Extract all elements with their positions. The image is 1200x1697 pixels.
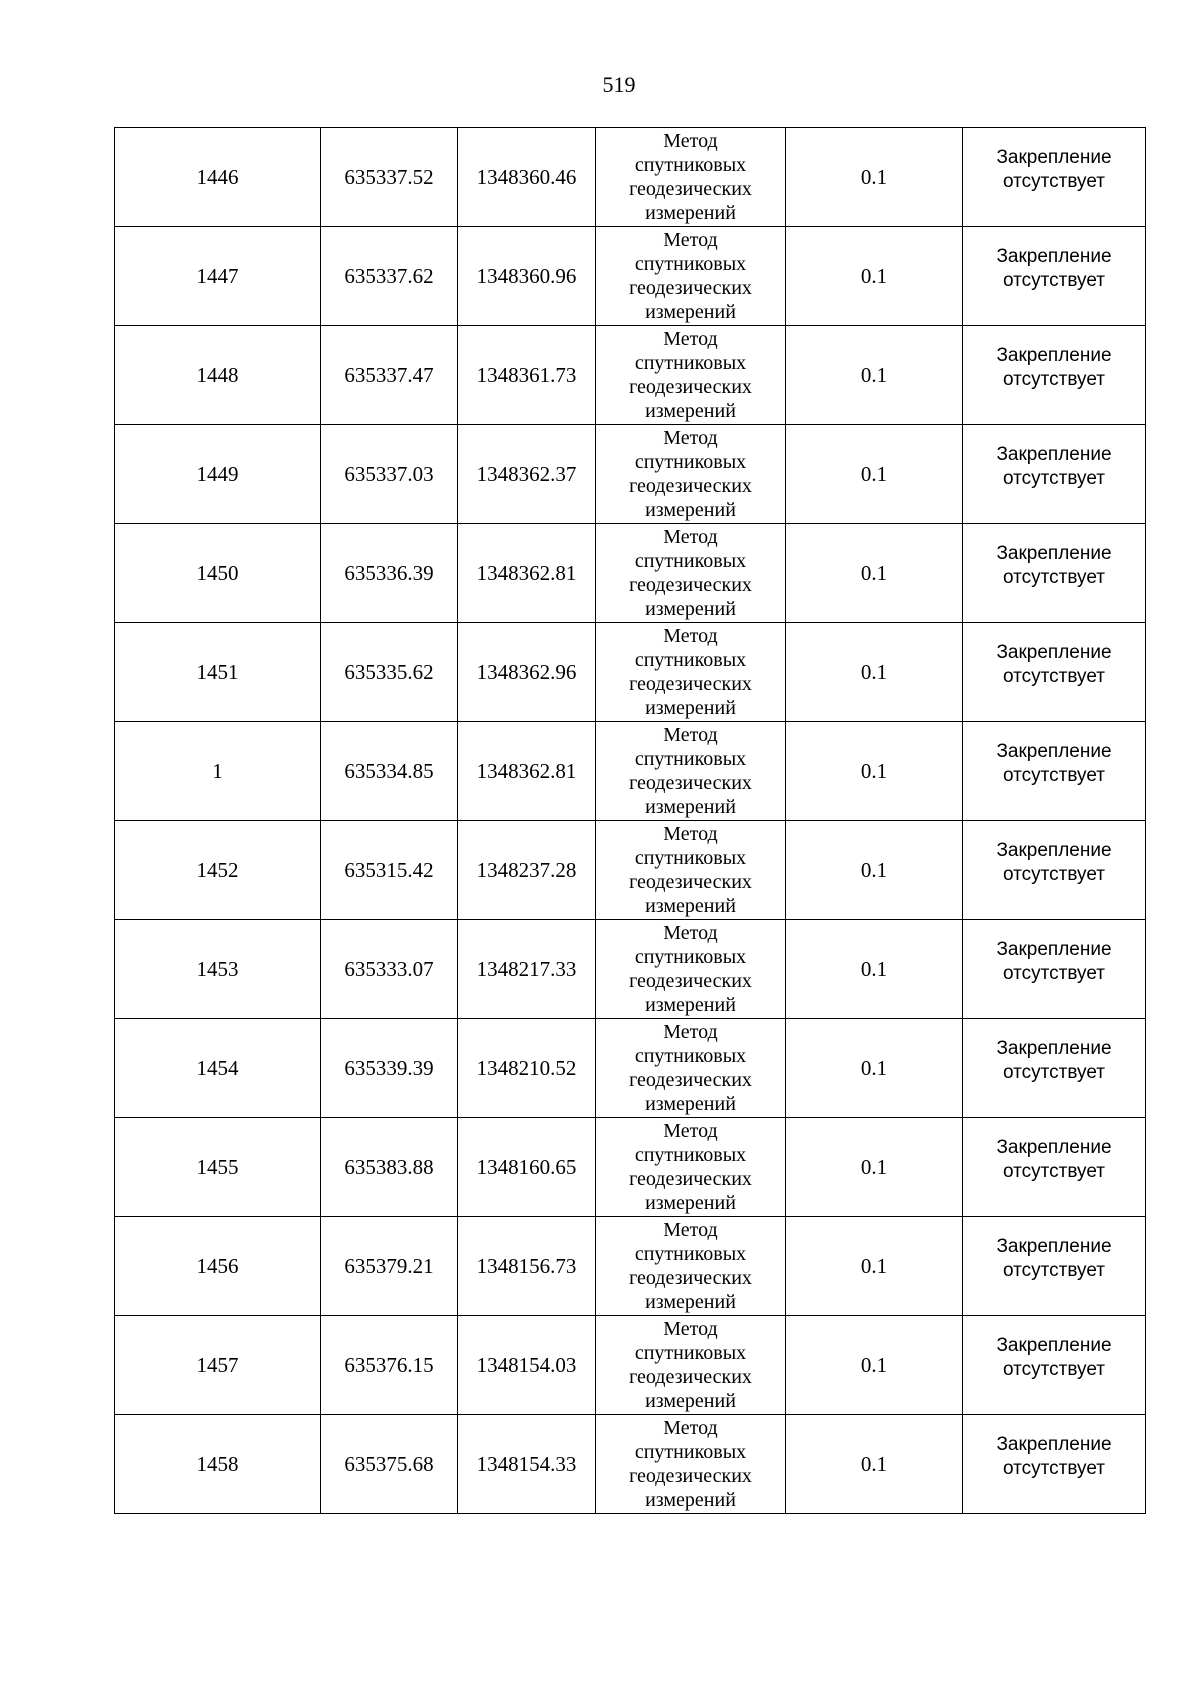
- table-row: [115, 821, 1146, 920]
- method-text: Метод спутниковых геодезических измерений: [629, 427, 752, 521]
- y-coordinate: 1348362.96: [458, 623, 596, 722]
- y-coordinate: 1348160.65: [458, 1118, 596, 1217]
- point-number: 1458: [115, 1415, 321, 1514]
- x-coordinate: 635339.39: [321, 1019, 458, 1118]
- table-row: [115, 722, 1146, 821]
- point-number: 1446: [115, 128, 321, 227]
- x-coordinate: 635337.03: [321, 425, 458, 524]
- method-cell: [596, 326, 786, 425]
- point-number: 1449: [115, 425, 321, 524]
- fixation-cell: [963, 524, 1146, 623]
- method-cell: [596, 1415, 786, 1514]
- fixation-cell: [963, 1316, 1146, 1415]
- accuracy: 0.1: [786, 821, 963, 920]
- method-text: Метод спутниковых геодезических измерений: [629, 526, 752, 620]
- point-number: 1456: [115, 1217, 321, 1316]
- method-cell: [596, 1019, 786, 1118]
- method-cell: [596, 821, 786, 920]
- y-coordinate: 1348237.28: [458, 821, 596, 920]
- method-cell: [596, 425, 786, 524]
- x-coordinate: 635337.47: [321, 326, 458, 425]
- table-row: [115, 1118, 1146, 1217]
- y-coordinate: 1348154.03: [458, 1316, 596, 1415]
- accuracy: 0.1: [786, 1415, 963, 1514]
- fixation-text: Закрепление отсутствует: [996, 939, 1112, 984]
- fixation-text: Закрепление отсутствует: [996, 1434, 1112, 1479]
- fixation-cell: [963, 425, 1146, 524]
- fixation-text: Закрепление отсутствует: [996, 543, 1112, 588]
- method-cell: [596, 524, 786, 623]
- accuracy: 0.1: [786, 326, 963, 425]
- method-text: Метод спутниковых геодезических измерений: [629, 1219, 752, 1313]
- y-coordinate: 1348154.33: [458, 1415, 596, 1514]
- method-cell: [596, 1118, 786, 1217]
- point-number: 1455: [115, 1118, 321, 1217]
- x-coordinate: 635315.42: [321, 821, 458, 920]
- accuracy: 0.1: [786, 1118, 963, 1217]
- y-coordinate: 1348362.81: [458, 722, 596, 821]
- accuracy: 0.1: [786, 425, 963, 524]
- method-text: Метод спутниковых геодезических измерений: [629, 1417, 752, 1511]
- y-coordinate: 1348360.96: [458, 227, 596, 326]
- accuracy: 0.1: [786, 524, 963, 623]
- accuracy: 0.1: [786, 623, 963, 722]
- x-coordinate: 635376.15: [321, 1316, 458, 1415]
- x-coordinate: 635337.62: [321, 227, 458, 326]
- accuracy: 0.1: [786, 722, 963, 821]
- method-cell: [596, 722, 786, 821]
- x-coordinate: 635335.62: [321, 623, 458, 722]
- method-text: Метод спутниковых геодезических измерений: [629, 328, 752, 422]
- point-number: 1450: [115, 524, 321, 623]
- method-cell: [596, 1316, 786, 1415]
- method-text: Метод спутниковых геодезических измерений: [629, 922, 752, 1016]
- fixation-text: Закрепление отсутствует: [996, 642, 1112, 687]
- table-row: [115, 920, 1146, 1019]
- method-cell: [596, 920, 786, 1019]
- method-text: Метод спутниковых геодезических измерений: [629, 1120, 752, 1214]
- fixation-cell: [963, 1415, 1146, 1514]
- fixation-cell: [963, 326, 1146, 425]
- y-coordinate: 1348361.73: [458, 326, 596, 425]
- x-coordinate: 635383.88: [321, 1118, 458, 1217]
- fixation-cell: [963, 722, 1146, 821]
- accuracy: 0.1: [786, 920, 963, 1019]
- y-coordinate: 1348360.46: [458, 128, 596, 227]
- accuracy: 0.1: [786, 1019, 963, 1118]
- table-row: [115, 425, 1146, 524]
- table-row: [115, 1316, 1146, 1415]
- accuracy: 0.1: [786, 128, 963, 227]
- fixation-cell: [963, 128, 1146, 227]
- point-number: 1452: [115, 821, 321, 920]
- fixation-text: Закрепление отсутствует: [996, 444, 1112, 489]
- point-number: 1454: [115, 1019, 321, 1118]
- y-coordinate: 1348362.37: [458, 425, 596, 524]
- y-coordinate: 1348362.81: [458, 524, 596, 623]
- point-number: 1448: [115, 326, 321, 425]
- method-cell: [596, 1217, 786, 1316]
- method-cell: [596, 227, 786, 326]
- point-number: 1447: [115, 227, 321, 326]
- fixation-cell: [963, 1217, 1146, 1316]
- table-row: [115, 1415, 1146, 1514]
- x-coordinate: 635333.07: [321, 920, 458, 1019]
- method-text: Метод спутниковых геодезических измерений: [629, 724, 752, 818]
- x-coordinate: 635334.85: [321, 722, 458, 821]
- fixation-text: Закрепление отсутствует: [996, 1038, 1112, 1083]
- y-coordinate: 1348217.33: [458, 920, 596, 1019]
- fixation-text: Закрепление отсутствует: [996, 1236, 1112, 1281]
- method-text: Метод спутниковых геодезических измерений: [629, 130, 752, 224]
- coordinates-table: [114, 127, 1146, 1514]
- y-coordinate: 1348210.52: [458, 1019, 596, 1118]
- method-text: Метод спутниковых геодезических измерений: [629, 625, 752, 719]
- method-text: Метод спутниковых геодезических измерений: [629, 1318, 752, 1412]
- table-row: [115, 1217, 1146, 1316]
- fixation-text: Закрепление отсутствует: [996, 741, 1112, 786]
- method-text: Метод спутниковых геодезических измерений: [629, 229, 752, 323]
- table-row: [115, 227, 1146, 326]
- fixation-text: Закрепление отсутствует: [996, 147, 1112, 192]
- x-coordinate: 635337.52: [321, 128, 458, 227]
- fixation-text: Закрепление отсутствует: [996, 246, 1112, 291]
- fixation-text: Закрепление отсутствует: [996, 840, 1112, 885]
- accuracy: 0.1: [786, 227, 963, 326]
- fixation-text: Закрепление отсутствует: [996, 345, 1112, 390]
- method-cell: [596, 128, 786, 227]
- accuracy: 0.1: [786, 1316, 963, 1415]
- table-row: [115, 524, 1146, 623]
- point-number: 1453: [115, 920, 321, 1019]
- table-row: [115, 326, 1146, 425]
- point-number: 1451: [115, 623, 321, 722]
- x-coordinate: 635375.68: [321, 1415, 458, 1514]
- method-cell: [596, 623, 786, 722]
- method-text: Метод спутниковых геодезических измерений: [629, 823, 752, 917]
- fixation-cell: [963, 1118, 1146, 1217]
- fixation-text: Закрепление отсутствует: [996, 1335, 1112, 1380]
- fixation-cell: [963, 1019, 1146, 1118]
- fixation-text: Закрепление отсутствует: [996, 1137, 1112, 1182]
- y-coordinate: 1348156.73: [458, 1217, 596, 1316]
- point-number: 1: [115, 722, 321, 821]
- point-number: 1457: [115, 1316, 321, 1415]
- fixation-cell: [963, 920, 1146, 1019]
- fixation-cell: [963, 623, 1146, 722]
- accuracy: 0.1: [786, 1217, 963, 1316]
- table-row: [115, 128, 1146, 227]
- table-row: [115, 1019, 1146, 1118]
- fixation-cell: [963, 821, 1146, 920]
- method-text: Метод спутниковых геодезических измерений: [629, 1021, 752, 1115]
- page-number: 519: [602, 72, 636, 97]
- fixation-cell: [963, 227, 1146, 326]
- table-row: [115, 623, 1146, 722]
- x-coordinate: 635336.39: [321, 524, 458, 623]
- x-coordinate: 635379.21: [321, 1217, 458, 1316]
